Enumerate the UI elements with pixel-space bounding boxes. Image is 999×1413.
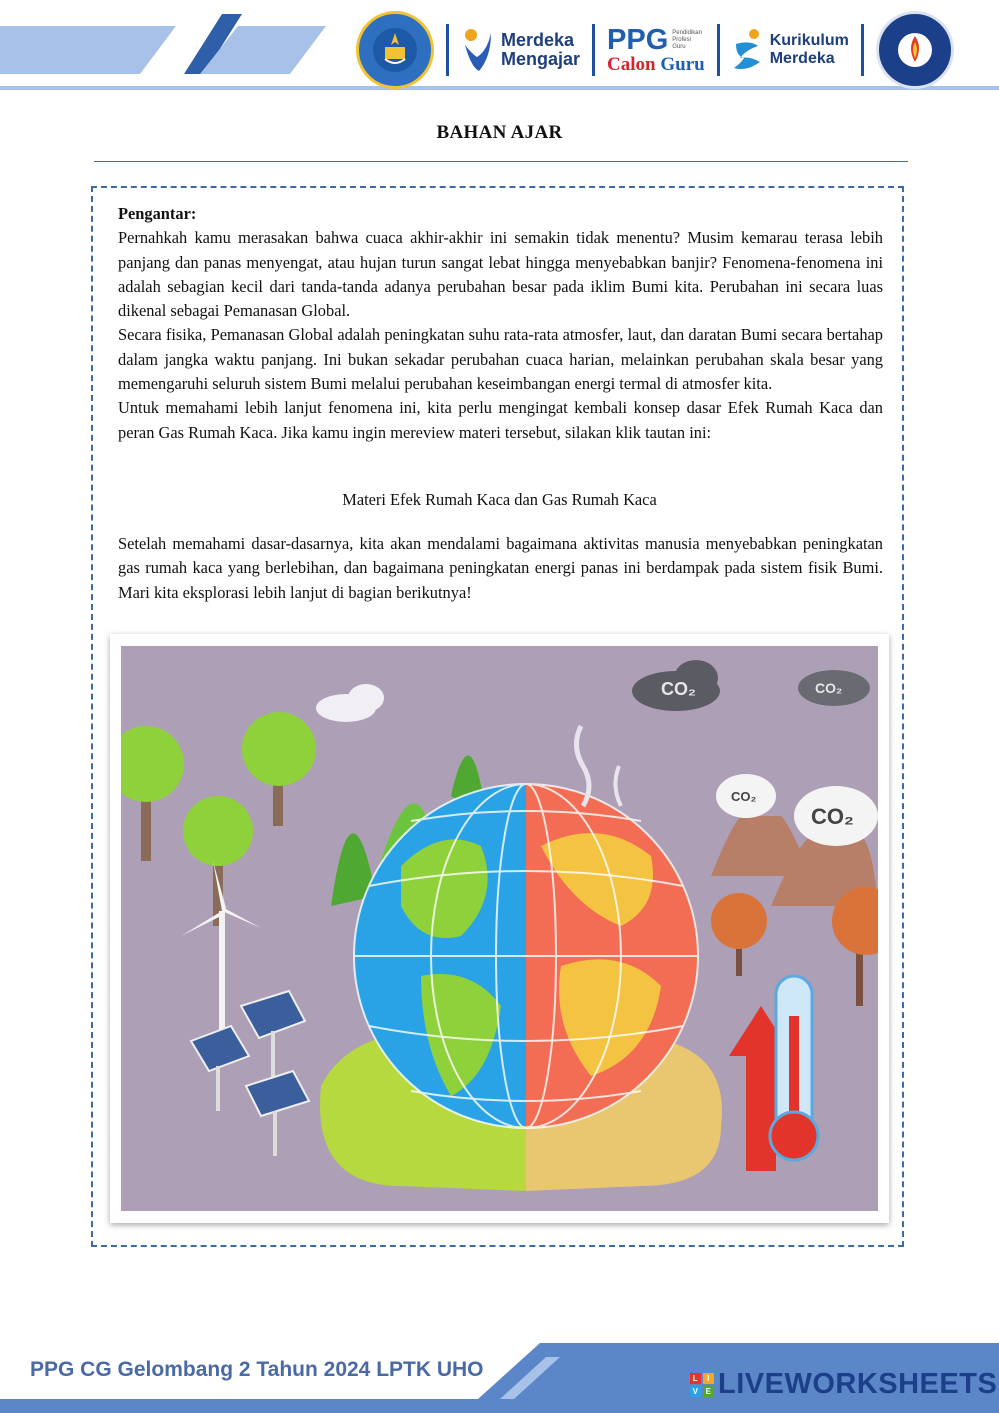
logo-separator [861, 24, 864, 76]
kurikulum-text: Kurikulum [769, 32, 849, 49]
liveworksheets-brand[interactable] [690, 1368, 997, 1401]
co2-cloud-icon [798, 670, 870, 706]
illustration-canvas [121, 646, 878, 1211]
footer-text: PPG CG Gelombang 2 Tahun 2024 LPTK UHO [30, 1358, 484, 1381]
merdeka-text: Merdeka [501, 30, 575, 50]
liveworksheets-icon [690, 1373, 714, 1397]
merdeka-mengajar-logo [461, 27, 580, 73]
university-seal-icon [889, 24, 941, 76]
intro-paragraph: Pernahkah kamu merasakan bahwa cuaca akhir-akhir ini semakin tidak menentu? Musim kemarau terasa lebih panjang dan panas menyengat, atau hujan turun sangat lebat hingga menyebabkan banjir? Fenomena-fenomena ini adalah sebagian kecil dari tanda-tanda adanya perubahan besar pada iklim Bumi kita. Perubahan ini secara luas dikenal sebagai Pemanasan Global. [118, 228, 883, 321]
ppg-calon-guru-logo [607, 25, 705, 75]
partner-logos [356, 10, 954, 90]
halu-oleo-logo [876, 11, 954, 89]
co2-label: CO₂ [815, 680, 843, 696]
kurikulum-merdeka-icon [732, 28, 764, 72]
co2-label: CO₂ [661, 679, 696, 699]
global-warming-illustration [110, 634, 889, 1223]
ppg-text: PPG [607, 24, 669, 56]
guru-text: Guru [660, 54, 705, 75]
tut-wuri-handayani-logo [356, 11, 434, 89]
co2-label: CO₂ [731, 789, 757, 804]
kurikulum-merdeka-logo [732, 28, 849, 72]
ppg-small-text: Profesi [672, 36, 691, 43]
ppg-small-text: Guru [672, 43, 686, 50]
earth-globe-icon [354, 784, 698, 1128]
intro-paragraph: Untuk memahami lebih lanjut fenomena ini, kita perlu mengingat kembali konsep dasar Efek Rumah Kaca dan peran Gas Rumah Kaca. Jika kamu ingin mereview materi tersebut, silakan klik tautan ini: [118, 398, 883, 442]
introduction-section [118, 202, 883, 445]
co2-label: CO₂ [811, 804, 854, 829]
logo-separator [446, 24, 449, 76]
material-link[interactable]: Materi Efek Rumah Kaca dan Gas Rumah Kaca [342, 490, 657, 509]
brand-letter: E [703, 1386, 714, 1397]
ppg-small-text: Pendidikan [672, 29, 702, 36]
logo-separator [592, 24, 595, 76]
document-title: BAHAN AJAR [436, 122, 563, 143]
brand-letter: V [690, 1386, 701, 1397]
merdeka-text: Merdeka [769, 50, 835, 67]
emblem-icon [370, 25, 420, 75]
merdeka-mengajar-icon [461, 27, 495, 73]
calon-text: Calon [607, 54, 656, 75]
outro-paragraph: Setelah memahami dasar-dasarnya, kita akan mendalami bagaimana aktivitas manusia menyebabkan peningkatan gas rumah kaca yang berlebihan, dan bagaimana peningkatan energi panas ini berdampak pada sistem fisik Bumi. Mari kita eksplorasi lebih lanjut di bagian berikutnya! [118, 534, 883, 602]
mengajar-text: Mengajar [501, 49, 581, 69]
title-divider [94, 161, 908, 162]
thermometer-icon [770, 976, 818, 1160]
intro-heading: Pengantar: [118, 204, 197, 223]
intro-paragraph: Secara fisika, Pemanasan Global adalah peningkatan suhu rata-rata atmosfer, laut, dan daratan Bumi secara bertahap dalam jangka waktu panjang. Ini bukan sekadar perubahan cuaca harian, melainkan perubahan skala besar yang memengaruhi seluruh sistem Bumi melalui perubahan keseimbangan energi termal di atmosfer kita. [118, 325, 883, 394]
brand-letter: L [690, 1373, 701, 1384]
liveworksheets-text: LIVEWORKSHEETS [718, 1368, 998, 1400]
logo-separator [717, 24, 720, 76]
brand-letter: I [703, 1373, 714, 1384]
